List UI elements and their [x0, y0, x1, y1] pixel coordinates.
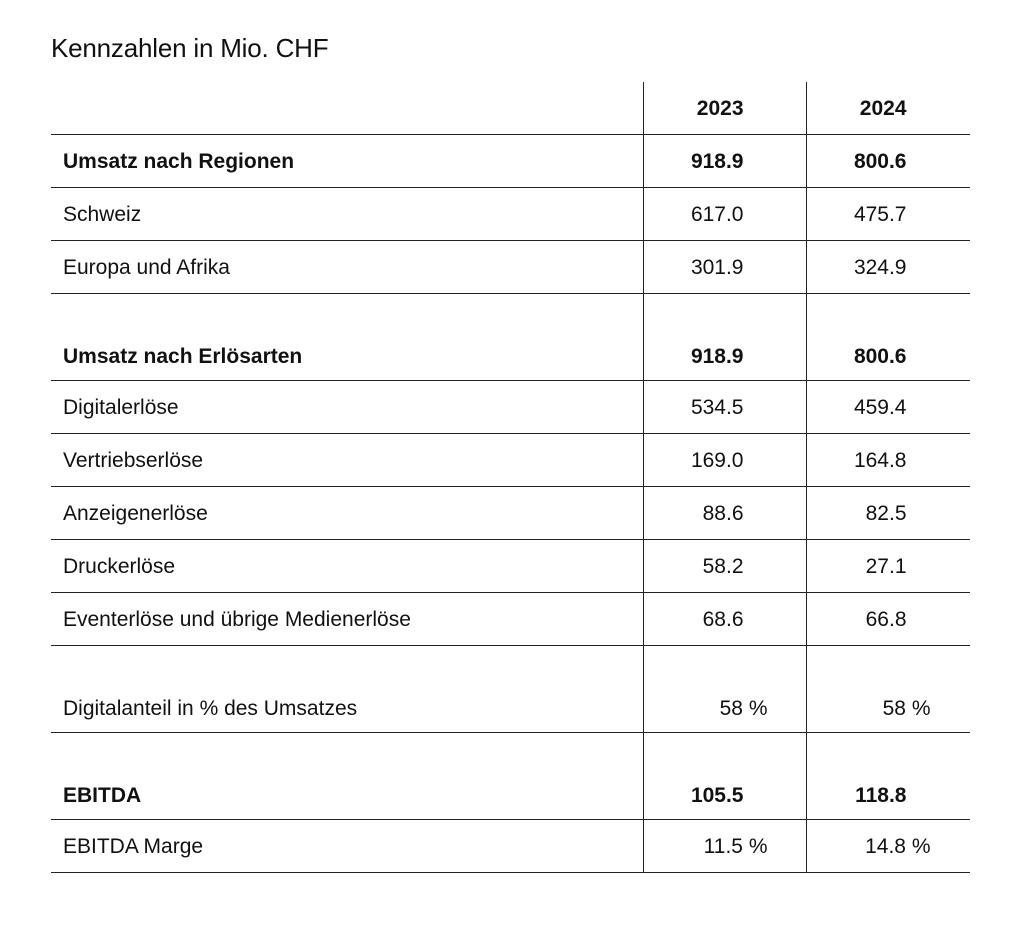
value-2023: 301.9 [643, 241, 806, 294]
table-row-digitalanteil [51, 646, 970, 733]
row-label: Vertriebserlöse [51, 434, 643, 487]
row-label: Anzeigenerlöse [51, 487, 643, 540]
value-2023: 169.0 [643, 434, 806, 487]
row-label: Digitalanteil in % des Umsatzes [51, 646, 643, 733]
table-row-vertriebserloese [51, 434, 970, 487]
table-row-umsatz-erloesarten [51, 294, 970, 381]
column-header-2024: 2024 [806, 82, 970, 135]
table-row-umsatz-regionen [51, 135, 970, 188]
value-2023: 68.6 [643, 593, 806, 646]
header-row [51, 82, 970, 135]
value-2024: 66.8 [806, 593, 970, 646]
row-label: Umsatz nach Regionen [51, 135, 643, 188]
table-row-schweiz [51, 188, 970, 241]
row-label: Umsatz nach Erlösarten [51, 294, 643, 381]
value-2024: 459.4 [806, 381, 970, 434]
row-label: Schweiz [51, 188, 643, 241]
value-2023: 617.0 [643, 188, 806, 241]
table-row-ebitda-marge [51, 820, 970, 873]
table-row-eventerloese [51, 593, 970, 646]
value-2024: 58 % [806, 646, 970, 733]
value-2024: 164.8 [806, 434, 970, 487]
value-2023: 11.5 % [643, 820, 806, 873]
row-label: EBITDA [51, 733, 643, 820]
row-label: Druckerlöse [51, 540, 643, 593]
table-row-druckerloese [51, 540, 970, 593]
table-row-digitalerloese [51, 381, 970, 434]
value-2024: 800.6 [806, 135, 970, 188]
column-header-2023: 2023 [643, 82, 806, 135]
kennzahlen-table-container [51, 82, 970, 873]
header-empty-cell [51, 82, 643, 135]
value-2023: 534.5 [643, 381, 806, 434]
value-2024: 800.6 [806, 294, 970, 381]
value-2023: 58.2 [643, 540, 806, 593]
value-2024: 27.1 [806, 540, 970, 593]
value-2023: 88.6 [643, 487, 806, 540]
value-2023: 918.9 [643, 135, 806, 188]
table-row-anzeigenerloese [51, 487, 970, 540]
value-2023: 918.9 [643, 294, 806, 381]
value-2024: 324.9 [806, 241, 970, 294]
page-title: Kennzahlen in Mio. CHF [51, 33, 329, 63]
kennzahlen-table [51, 82, 970, 873]
row-label: Digitalerlöse [51, 381, 643, 434]
value-2023: 105.5 [643, 733, 806, 820]
row-label: Eventerlöse und übrige Medienerlöse [51, 593, 643, 646]
value-2024: 82.5 [806, 487, 970, 540]
value-2024: 475.7 [806, 188, 970, 241]
row-label: Europa und Afrika [51, 241, 643, 294]
value-2024: 14.8 % [806, 820, 970, 873]
value-2023: 58 % [643, 646, 806, 733]
table-row-europa-afrika [51, 241, 970, 294]
value-2024: 118.8 [806, 733, 970, 820]
row-label: EBITDA Marge [51, 820, 643, 873]
table-row-ebitda [51, 733, 970, 820]
